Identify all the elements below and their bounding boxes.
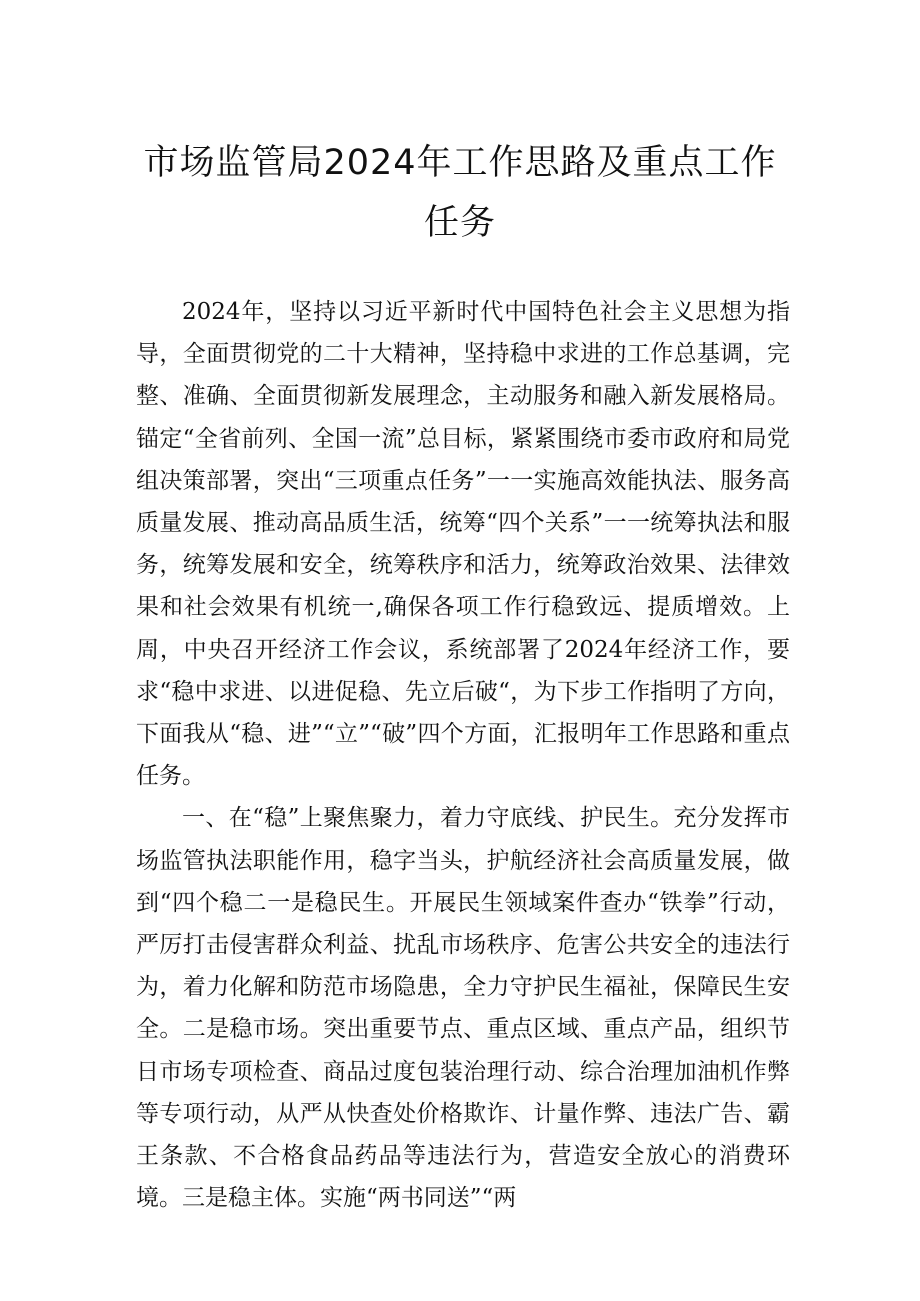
paragraph-intro: 2024年，坚持以习近平新时代中国特色社会主义思想为指导，全面贯彻党的二十大精神，坚持稳中求进的工作总基调，完整、准确、全面贯彻新发展理念，主动服务和融入新发展格局。锚定“全省前列、全国一流”总目标，紧紧围绕市委市政府和局党组决策部署，突出“三项重点任务”一一实施高效能执法、服务高质量发展、推动高品质生活，统筹“四个关系”一一统筹执法和服务，统筹发展和安全，统筹秩序和活力，统筹政治效果、法律效果和社会效果有机统一,确保各项工作行稳致远、提质增效。上周，中央召开经济工作会议，系统部署了2024年经济工作，要求“稳中求进、以进促稳、先立后破“，为下步工作指明了方向，下面我从“稳、进”“立”“破”四个方面，汇报明年工作思路和重点任务。 xyxy=(136,299,790,790)
document-title: 市场监管局2024年工作思路及重点工作任务 xyxy=(143,143,777,243)
paragraph-section-one: 一、在“稳”上聚焦聚力，着力守底线、护民生。充分发挥市场监管执法职能作用，稳字当头，护航经济社会高质量发展，做到“四个稳二一是稳民生。开展民生领域案件查办“铁拳”行动，严厉打击侵害群众利益、扰乱市场秩序、危害公共安全的违法行为，着力化解和防范市场隐患，全力守护民生福祉，保障民生安全。二是稳市场。突出重要节点、重点区域、重点产品，组织节日市场专项检查、商品过度包装治理行动、综合治理加油机作弊等专项行动，从严从快查处价格欺诈、计量作弊、违法广告、霸王条款、不合格食品药品等违法行为，营造安全放心的消费环境。三是稳主体。实施“两书同送”“两 xyxy=(136,805,790,1212)
document-body xyxy=(136,291,790,1219)
